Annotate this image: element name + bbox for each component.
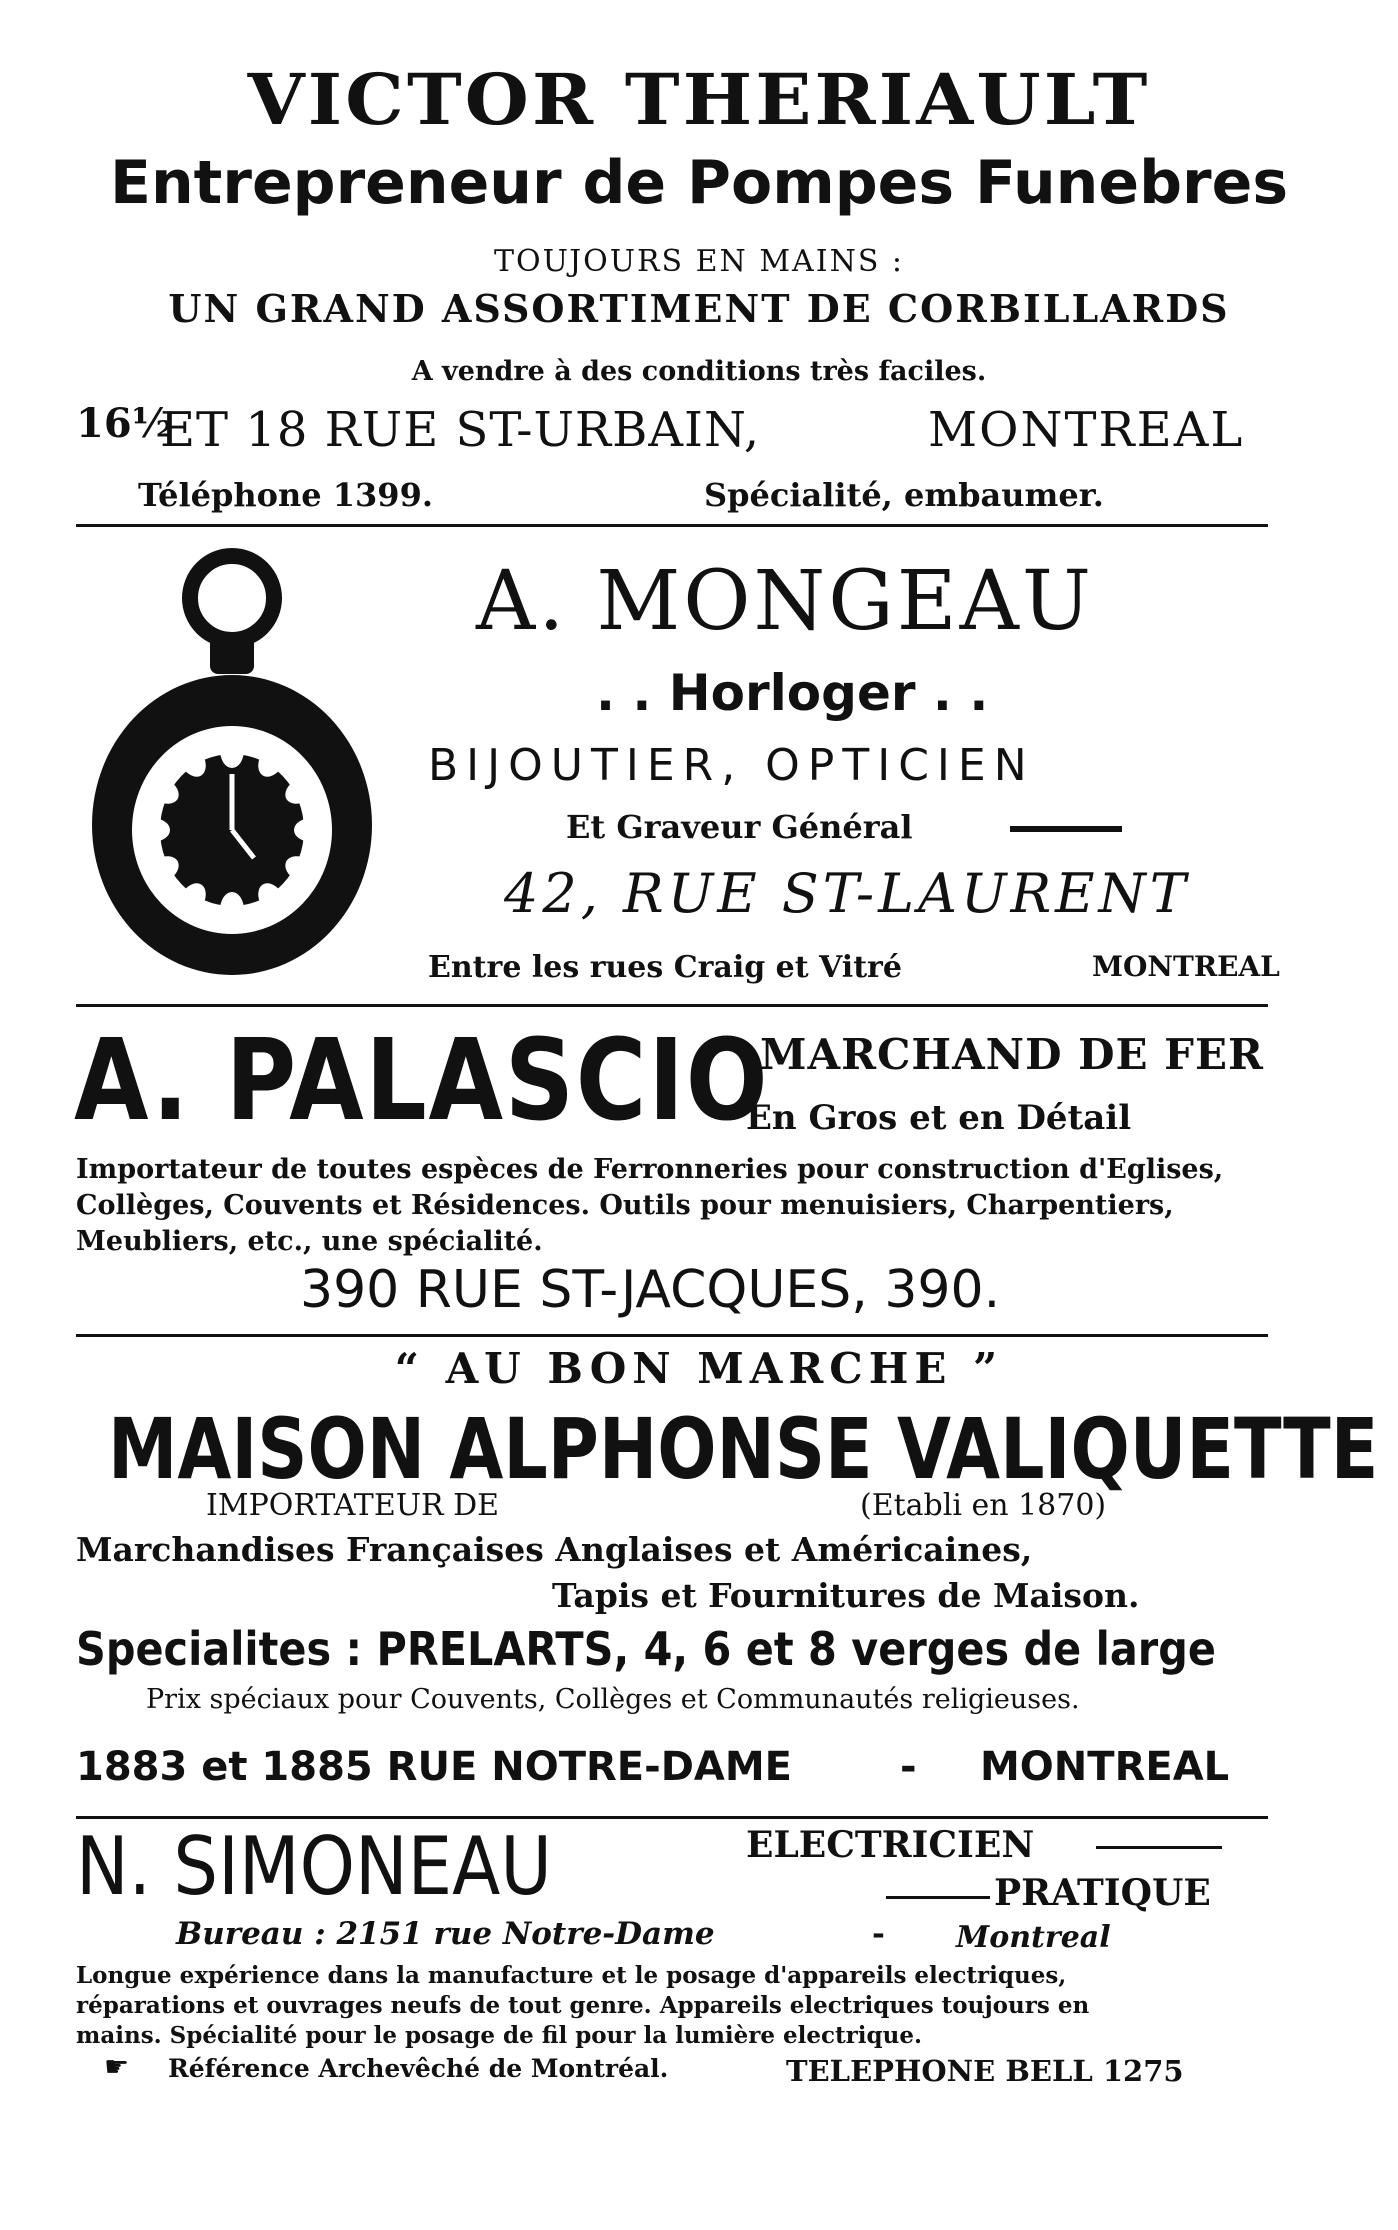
mongeau-title: . . Horloger . .: [596, 664, 989, 722]
theriault-profession: Entrepreneur de Pompes Funebres: [109, 148, 1289, 218]
theriault-address: ET 18 RUE ST-URBAIN,: [160, 402, 761, 458]
ornament-line: [1096, 1846, 1222, 1849]
palascio-desc2: Collèges, Couvents et Résidences. Outils pour menuisiers, Charpentiers,: [76, 1190, 1174, 1221]
theriault-name: VICTOR THERIAULT: [247, 58, 1151, 141]
mongeau-name: A. MONGEAU: [476, 554, 1094, 649]
simoneau-desc3: mains. Spécialité pour le posage de fil pour la lumière electrique.: [76, 2022, 922, 2049]
valiquette-address: 1883 et 1885 RUE NOTRE-DAME: [76, 1744, 792, 1790]
palascio-trade: MARCHAND DE FER: [760, 1030, 1264, 1079]
simoneau-trade2: PRATIQUE: [994, 1872, 1211, 1914]
valiquette-city: MONTREAL: [980, 1744, 1230, 1790]
valiquette-slogan: “ AU BON MARCHE ”: [394, 1344, 1004, 1393]
theriault-line2: UN GRAND ASSORTIMENT DE CORBILLARDS: [168, 286, 1230, 331]
valiquette-importer: IMPORTATEUR DE: [206, 1488, 500, 1523]
valiquette-goods1: Marchandises Françaises Anglaises et Américaines,: [76, 1530, 1033, 1569]
simoneau-name: N. SIMONEAU: [76, 1820, 552, 1913]
theriault-telephone: Téléphone 1399.: [138, 476, 433, 514]
mongeau-city: MONTREAL: [1092, 950, 1280, 983]
theriault-city: MONTREAL: [928, 402, 1245, 458]
theriault-specialty: Spécialité, embaumer.: [704, 476, 1104, 514]
valiquette-special-prices: Prix spéciaux pour Couvents, Collèges et Communautés religieuses.: [146, 1684, 1080, 1715]
simoneau-desc2: réparations et ouvrages neufs de tout genre. Appareils electriques toujours en: [76, 1992, 1090, 2019]
divider-rule: [76, 1334, 1268, 1337]
palascio-name: A. PALASCIO: [74, 1016, 770, 1146]
valiquette-established: (Etabli en 1870): [860, 1488, 1107, 1523]
pocket-watch-icon: [82, 540, 382, 980]
valiquette-goods2: Tapis et Fournitures de Maison.: [552, 1576, 1140, 1615]
mongeau-address: 42, RUE ST-LAURENT: [504, 862, 1190, 925]
mongeau-engraver: Et Graveur Général: [566, 808, 913, 846]
simoneau-telephone: TELEPHONE BELL 1275: [786, 2054, 1184, 2088]
ornament-line: [886, 1896, 990, 1899]
simoneau-bureau: Bureau : 2151 rue Notre-Dame: [176, 1916, 715, 1952]
valiquette-dash: -: [900, 1744, 917, 1790]
mongeau-subtitle: BIJOUTIER, OPTICIEN: [428, 740, 1035, 791]
divider-rule: [76, 524, 1268, 527]
palascio-address: 390 RUE ST-JACQUES, 390.: [300, 1260, 1001, 1320]
palascio-desc3: Meubliers, etc., une spécialité.: [76, 1226, 543, 1257]
theriault-line1: TOUJOURS EN MAINS :: [493, 244, 905, 279]
divider-rule: [76, 1004, 1268, 1007]
palascio-trade2: En Gros et en Détail: [746, 1098, 1132, 1138]
ornament-line: [1010, 826, 1122, 832]
theriault-line3: A vendre à des conditions très faciles.: [411, 356, 987, 387]
simoneau-trade1: ELECTRICIEN: [746, 1824, 1035, 1866]
simoneau-dash: -: [872, 1916, 885, 1952]
valiquette-name: MAISON ALPHONSE VALIQUETTE: [108, 1400, 1379, 1498]
palascio-desc1: Importateur de toutes espèces de Ferronneries pour construction d'Eglises,: [76, 1154, 1224, 1185]
valiquette-specialites: Specialites : PRELARTS, 4, 6 et 8 verges de large: [76, 1622, 1216, 1676]
simoneau-reference: Référence Archevêché de Montréal.: [168, 2054, 669, 2083]
simoneau-desc1: Longue expérience dans la manufacture et le posage d'appareils electriques,: [76, 1962, 1067, 1989]
simoneau-city: Montreal: [956, 1920, 1111, 1955]
pointing-hand-icon: ☛: [104, 2050, 130, 2083]
divider-rule: [76, 1816, 1268, 1819]
mongeau-between: Entre les rues Craig et Vitré: [428, 950, 902, 985]
theriault-address-num: 16½: [76, 400, 174, 447]
